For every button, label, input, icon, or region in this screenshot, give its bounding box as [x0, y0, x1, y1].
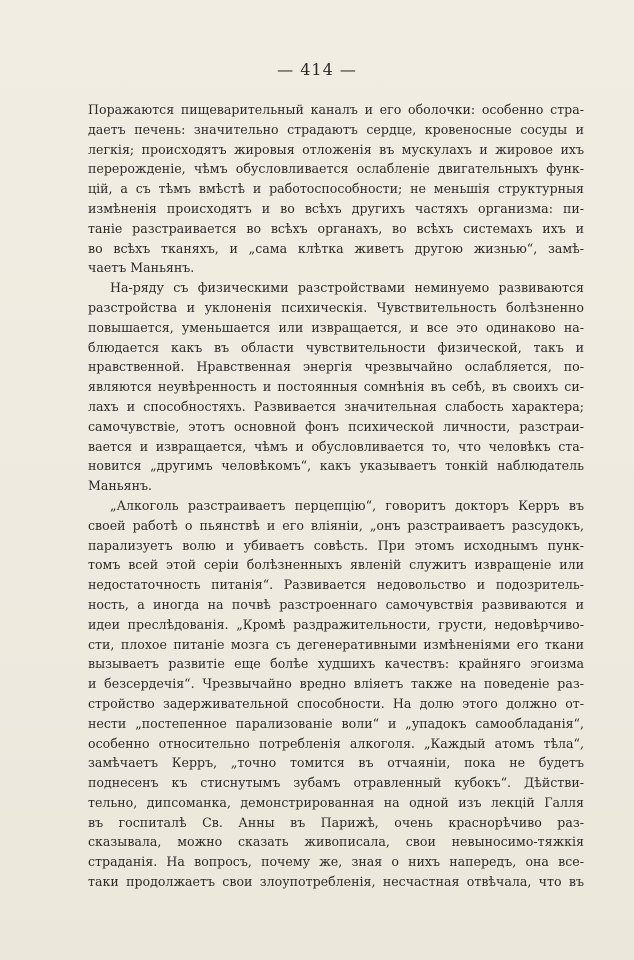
text-line: идеи преслѣдованія. „Кромѣ раздражительности, грусти, недовѣрчиво- — [88, 616, 584, 632]
text-line: замѣчаетъ Керръ, „точно томится въ отчаяніи, пока не будетъ — [88, 755, 584, 771]
text-line: вызываетъ развитіе еще болѣе худшихъ качествъ: крайняго эгоизма — [88, 656, 584, 672]
text-line: томъ всей этой серіи болѣзненныхъ явленій служитъ извращеніе или — [88, 557, 584, 573]
text-line: цій, а съ тѣмъ вмѣстѣ и работоспособности; не меньшія структурныя — [88, 181, 584, 197]
text-line: „Алкоголь разстраиваетъ перцепцію“, говоритъ докторъ Керръ въ — [110, 497, 584, 513]
text-line: недостаточность питанія“. Развивается недовольство и подозритель- — [88, 577, 584, 593]
text-line: являются неувѣренность и постоянныя сомнѣнія въ себѣ, въ своихъ си- — [88, 379, 584, 395]
text-line: ность, а иногда на почвѣ разстроеннаго самочувствія развиваются и — [88, 596, 584, 612]
text-line: своей работѣ о пьянствѣ и его вліяніи, „онъ разстраиваетъ разсудокъ, — [88, 517, 584, 533]
text-line: даетъ печень: значительно страдаютъ сердце, кровеносные сосуды и — [88, 121, 584, 137]
text-line: таки продолжаетъ свои злоупотребленія, несчастная отвѣчала, что въ — [88, 874, 584, 890]
text-line: На-ряду съ физическими разстройствами неминуемо развиваются — [110, 280, 584, 296]
text-line: сказывала, можно сказать живописала, свои невыносимо-тяжкія — [88, 834, 584, 850]
text-line: таніе разстраивается во всѣхъ органахъ, во всѣхъ системахъ ихъ и — [88, 220, 584, 236]
text-line: особенно относительно потребленія алкоголя. „Каждый атомъ тѣла“, — [88, 735, 584, 751]
page-number: — 414 — — [277, 60, 357, 79]
paragraph — [88, 496, 584, 892]
paragraph — [88, 278, 584, 496]
text-line: нравственной. Нравственная энергія чрезвычайно ослабляется, по- — [88, 359, 584, 375]
text-line: нести „постепенное парализованіе воли“ и „упадокъ самообладанія“, — [88, 715, 584, 731]
text-line: перерожденіе, чѣмъ обусловливается ослабленіе двигательныхъ функ- — [88, 161, 584, 177]
body-text — [88, 100, 584, 892]
text-line: сти, плохое питаніе мозга съ дегенеративными измѣненіями его ткани — [88, 636, 584, 652]
text-line: въ госпиталѣ Св. Анны въ Парижѣ, очень краснорѣчиво раз- — [88, 814, 584, 830]
text-line: легкія; происходятъ жировыя отложенія въ мускулахъ и жировое ихъ — [88, 141, 584, 157]
text-line: и безсердечія“. Чрезвычайно вредно вліяетъ также на поведеніе раз- — [88, 676, 584, 692]
text-line: блюдается какъ въ области чувствительности физической, такъ и — [88, 339, 584, 355]
text-line: разстройства и уклоненія психическія. Чувствительность болѣзненно — [88, 299, 584, 315]
text-line: во всѣхъ тканяхъ, и „сама клѣтка живетъ другою жизнью“, замѣ- — [88, 240, 584, 256]
text-line: новится „другимъ человѣкомъ“, какъ указываетъ тонкій наблюдатель — [88, 458, 584, 474]
text-line: парализуетъ волю и убиваетъ совѣсть. При этомъ исходнымъ пунк- — [88, 537, 584, 553]
text-line: тельно, дипсоманка, демонстрированная на одной изъ лекцій Галля — [88, 794, 584, 810]
text-line: вается и извращается, чѣмъ и обусловливается то, что человѣкъ ста- — [88, 438, 584, 454]
text-line: лахъ и способностяхъ. Развивается значительная слабость характера; — [88, 398, 584, 414]
text-line: самочувствіе, этотъ основной фонъ психической личности, разстраи- — [88, 418, 584, 434]
text-line: Маньянъ. — [88, 478, 153, 494]
text-line: повышается, уменьшается или извращается, и все это одинаково на- — [88, 319, 584, 335]
text-line: стройство задерживательной способности. На долю этого должно от- — [88, 695, 584, 711]
text-line: чаетъ Маньянъ. — [88, 260, 195, 276]
paragraph — [88, 100, 584, 278]
text-line: страданія. На вопросъ, почему же, зная о нихъ напередъ, она все- — [88, 854, 584, 870]
text-line: измѣненія происходятъ и во всѣхъ другихъ частяхъ организма: пи- — [88, 200, 584, 216]
text-line: поднесенъ къ стиснутымъ зубамъ отравленный кубокъ“. Дѣйстви- — [88, 775, 584, 791]
text-line: Поражаются пищеварительный каналъ и его оболочки: особенно стра- — [88, 102, 584, 117]
